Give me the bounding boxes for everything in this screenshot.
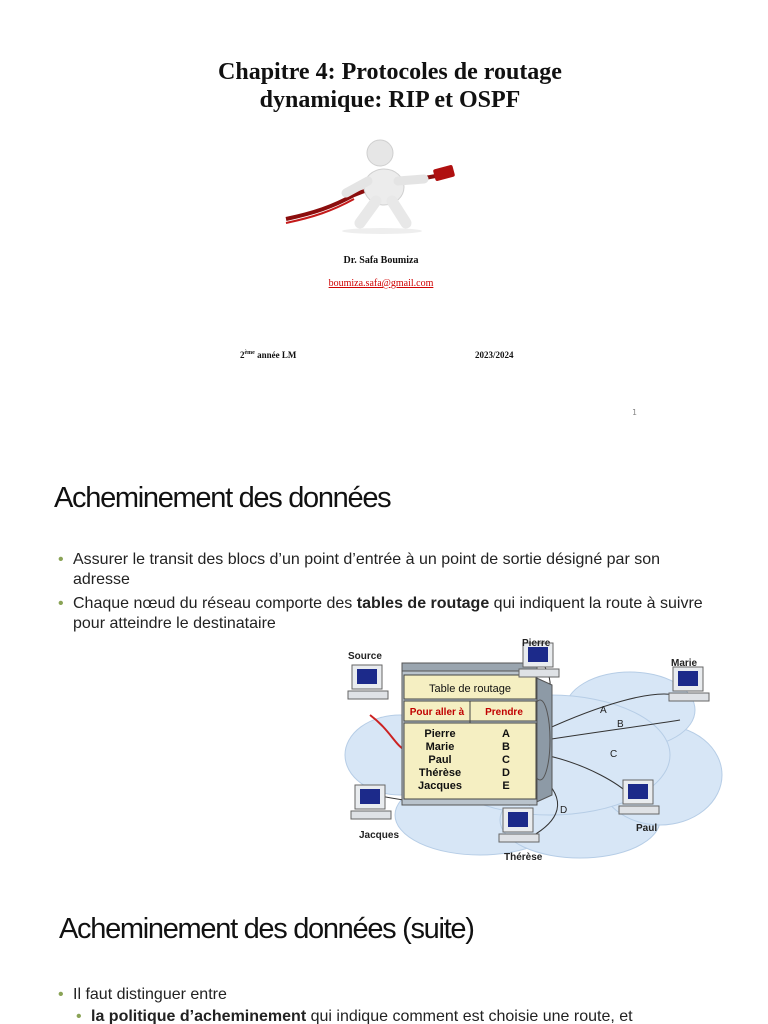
node-label: Thérèse — [504, 852, 543, 863]
slide-title: Acheminement des données — [54, 482, 391, 514]
link-label: C — [610, 749, 618, 760]
bullet-item: • Chaque nœud du réseau comporte des tables de routage qui indiquent la route à suivre pour atteindre le destinataire — [58, 594, 718, 634]
table-row: Marie — [425, 741, 455, 753]
table-col-dest: Pour aller à — [409, 707, 465, 718]
table-cell: A — [502, 728, 510, 740]
table-row: Thérèse — [418, 767, 462, 779]
table-row: Jacques — [417, 780, 463, 792]
bullet-list — [58, 550, 718, 638]
cable-figure-illustration — [284, 135, 460, 235]
bullet-item: • Assurer le transit des blocs d’un point d’entrée à un point de sortie désigné par son adresse — [58, 550, 718, 590]
computer-icon-paul — [619, 780, 659, 814]
routing-network-diagram — [330, 635, 725, 870]
node-label: Jacques — [359, 830, 400, 841]
table-title: Table de routage — [429, 683, 511, 695]
title-slide — [0, 0, 768, 440]
computer-icon-marie — [669, 667, 709, 701]
computer-icon-source — [348, 665, 388, 699]
sub-bullet-item: • la politique d’acheminement qui indique comment est choisie une route, et — [58, 1007, 718, 1024]
node-label: Pierre — [522, 638, 551, 649]
class-year: 2ème année LM — [240, 350, 297, 360]
academic-year: 2023/2024 — [475, 350, 514, 360]
routing-continued-slide — [0, 880, 768, 1024]
node-label: Paul — [636, 823, 658, 834]
bullet-item: • Il faut distinguer entre — [58, 985, 718, 1005]
table-cell: D — [502, 767, 510, 779]
table-cell: E — [502, 780, 510, 792]
slide-title: Acheminement des données (suite) — [59, 913, 474, 945]
table-cell: C — [502, 754, 510, 766]
computer-icon-jacques — [351, 785, 391, 819]
table-row: Pierre — [424, 728, 456, 740]
link-label: D — [560, 805, 568, 816]
routing-slide — [0, 440, 768, 880]
link-label: B — [617, 719, 624, 730]
chapter-title: Chapitre 4: Protocoles de routage dynamique: RIP et OSPF — [218, 59, 562, 113]
table-cell: B — [502, 741, 510, 753]
page-number: 1 — [632, 408, 637, 417]
link-label: A — [600, 705, 607, 716]
node-label: Marie — [671, 658, 698, 669]
computer-icon-therese — [499, 808, 539, 842]
node-label: Source — [348, 651, 382, 662]
table-row: Paul — [428, 754, 452, 766]
table-col-route: Prendre — [485, 707, 523, 718]
author-email-link[interactable]: boumiza.safa@gmail.com — [328, 278, 434, 289]
author-name: Dr. Safa Boumiza — [343, 255, 419, 266]
bullet-list — [58, 985, 718, 1024]
